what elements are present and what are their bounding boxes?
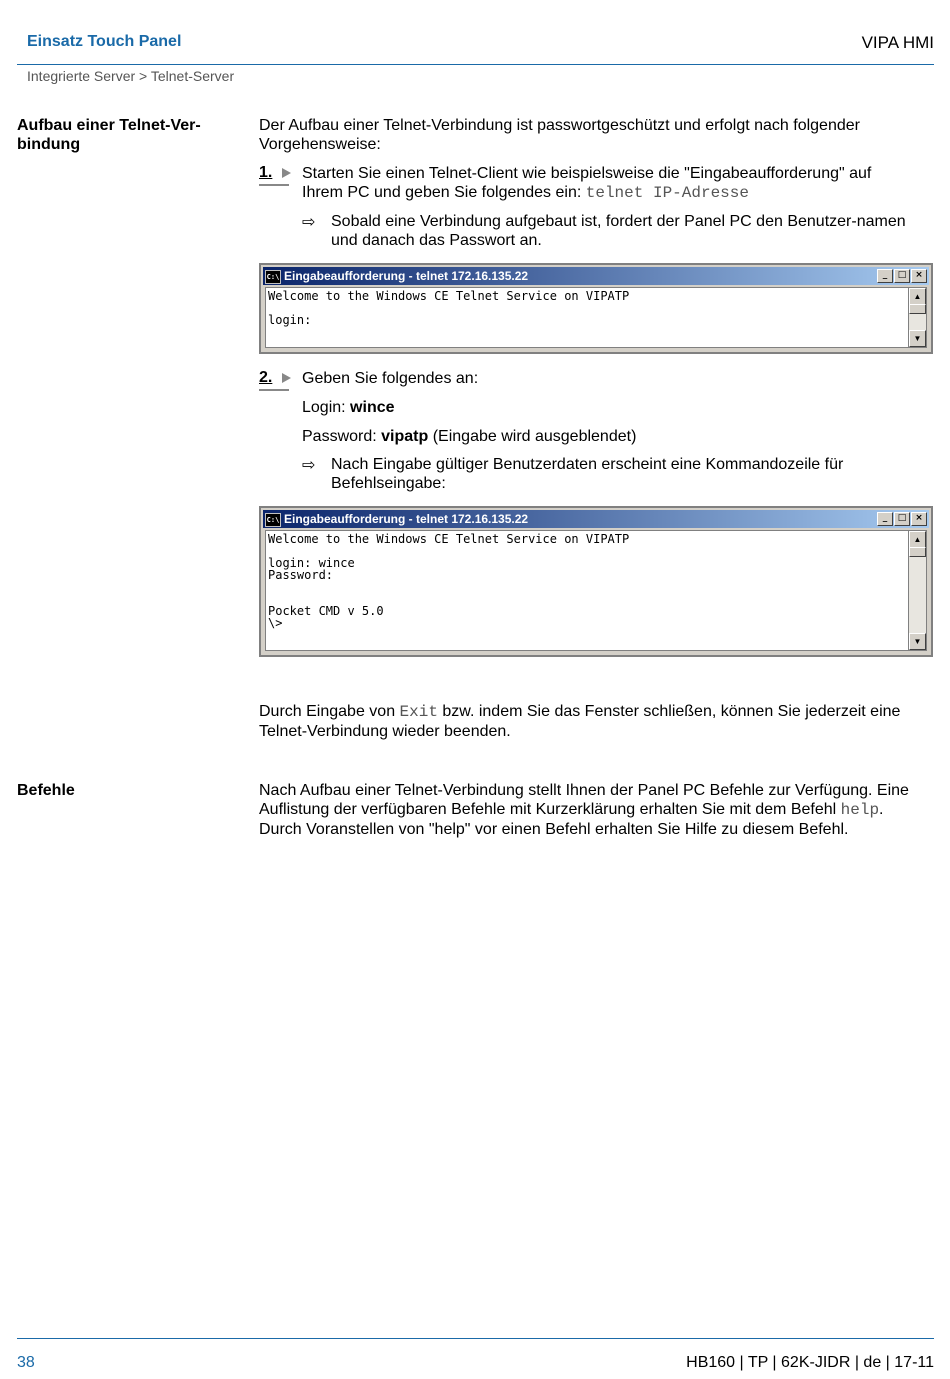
- login-label: Login:: [302, 399, 351, 416]
- step-1-line: [302, 183, 922, 203]
- step-number: 1.: [259, 164, 273, 181]
- telnet-window-login: [259, 263, 933, 354]
- step-arrow-icon: [282, 168, 291, 178]
- minimize-icon[interactable]: _: [877, 512, 893, 526]
- step-2-marker: [259, 369, 299, 393]
- section-title: Einsatz Touch Panel: [27, 33, 182, 50]
- close-icon[interactable]: ×: [911, 512, 927, 526]
- scroll-up-icon[interactable]: ▲: [909, 288, 926, 305]
- befehle-prefix: Nach Aufbau einer Telnet-Verbindung stellt Ihnen der Panel PC Befehle zur Verfügung. Eine Auflistung der verfügbaren Befehle mit Kurzerklärung erhalten Sie mit dem Befehl: [259, 782, 909, 818]
- closing-prefix: Durch Eingabe von: [259, 703, 400, 720]
- scroll-thumb[interactable]: [909, 304, 926, 314]
- closing-paragraph: [259, 702, 929, 741]
- result-arrow-icon: ⇨: [302, 457, 316, 474]
- scrollbar[interactable]: [908, 530, 927, 651]
- footer-rule: [17, 1338, 934, 1339]
- step-arrow-icon: [282, 373, 291, 383]
- header-rule: [17, 64, 934, 65]
- step-1-line: Starten Sie einen Telnet-Client wie beispielsweise die "Eingabeaufforderung" auf: [302, 165, 872, 182]
- console-icon: C:\: [265, 513, 281, 527]
- scroll-down-icon[interactable]: ▼: [909, 633, 926, 650]
- step-2-result: Nach Eingabe gültiger Benutzerdaten erscheint eine Kommandozeile für Befehlseingabe:: [331, 456, 844, 492]
- step-number: 2.: [259, 369, 273, 386]
- step-underline: [259, 389, 289, 391]
- befehle-paragraph: [259, 781, 929, 839]
- telnet-command: telnet IP-Adresse: [585, 184, 749, 202]
- step-2-text: Geben Sie folgendes an:: [302, 370, 479, 387]
- section-heading-telnet: [17, 116, 227, 154]
- password-line: [302, 427, 922, 446]
- console-output: Welcome to the Windows CE Telnet Service on VIPATP login: wince Password: Pocket CMD v 5.0 \>: [265, 530, 909, 651]
- scroll-up-icon[interactable]: ▲: [909, 531, 926, 548]
- heading-line: bindung: [17, 136, 81, 153]
- help-command: help: [840, 801, 880, 819]
- befehle-suffix: . Durch Voranstellen von "help" vor einen Befehl erhalten Sie Hilfe zu diesem Befehl.: [259, 801, 884, 838]
- window-titlebar: [263, 510, 929, 528]
- console-output: Welcome to the Windows CE Telnet Service on VIPATP login:: [265, 287, 909, 348]
- breadcrumb: Integrierte Server > Telnet-Server: [27, 68, 235, 84]
- window-title: Eingabeaufforderung - telnet 172.16.135.22: [284, 512, 529, 526]
- intro-paragraph: Der Aufbau einer Telnet-Verbindung ist passwortgeschützt und erfolgt nach folgender Vorgehensweise:: [259, 117, 860, 153]
- minimize-icon[interactable]: _: [877, 269, 893, 283]
- product-name: VIPA HMI: [861, 33, 934, 52]
- window-title: Eingabeaufforderung - telnet 172.16.135.22: [284, 269, 529, 283]
- window-controls: [877, 269, 927, 283]
- step-1-marker: [259, 164, 299, 188]
- window-titlebar: [263, 267, 929, 285]
- password-value: vipatp: [381, 428, 429, 445]
- heading-line: Aufbau einer Telnet-Ver-: [17, 117, 201, 134]
- password-note: (Eingabe wird ausgeblendet): [428, 428, 637, 445]
- login-value: wince: [350, 399, 395, 416]
- close-icon[interactable]: ×: [911, 269, 927, 283]
- scroll-thumb[interactable]: [909, 547, 926, 557]
- maximize-icon[interactable]: □: [894, 269, 910, 283]
- maximize-icon[interactable]: □: [894, 512, 910, 526]
- window-controls: [877, 512, 927, 526]
- password-label: Password:: [302, 428, 382, 445]
- closing-suffix: bzw. indem Sie das Fenster schließen, können Sie jederzeit eine Telnet-Verbindung wieder beenden.: [259, 703, 901, 740]
- document-id: HB160 | TP | 62K-JIDR | de | 17-11: [686, 1354, 934, 1371]
- console-icon: C:\: [265, 270, 281, 284]
- page-number: 38: [17, 1354, 35, 1371]
- section-heading-befehle: Befehle: [17, 782, 75, 799]
- step-underline: [259, 184, 289, 186]
- scrollbar[interactable]: [908, 287, 927, 348]
- step-1-prefix: Ihrem PC und geben Sie folgendes ein:: [302, 184, 586, 201]
- login-line: [302, 398, 922, 417]
- telnet-window-session: [259, 506, 933, 657]
- scroll-down-icon[interactable]: ▼: [909, 330, 926, 347]
- step-1-result: Sobald eine Verbindung aufgebaut ist, fordert der Panel PC den Benutzer-namen und danach das Passwort an.: [331, 213, 906, 249]
- step-1-text: [302, 164, 922, 203]
- result-arrow-icon: ⇨: [302, 214, 316, 231]
- exit-command: Exit: [399, 703, 438, 721]
